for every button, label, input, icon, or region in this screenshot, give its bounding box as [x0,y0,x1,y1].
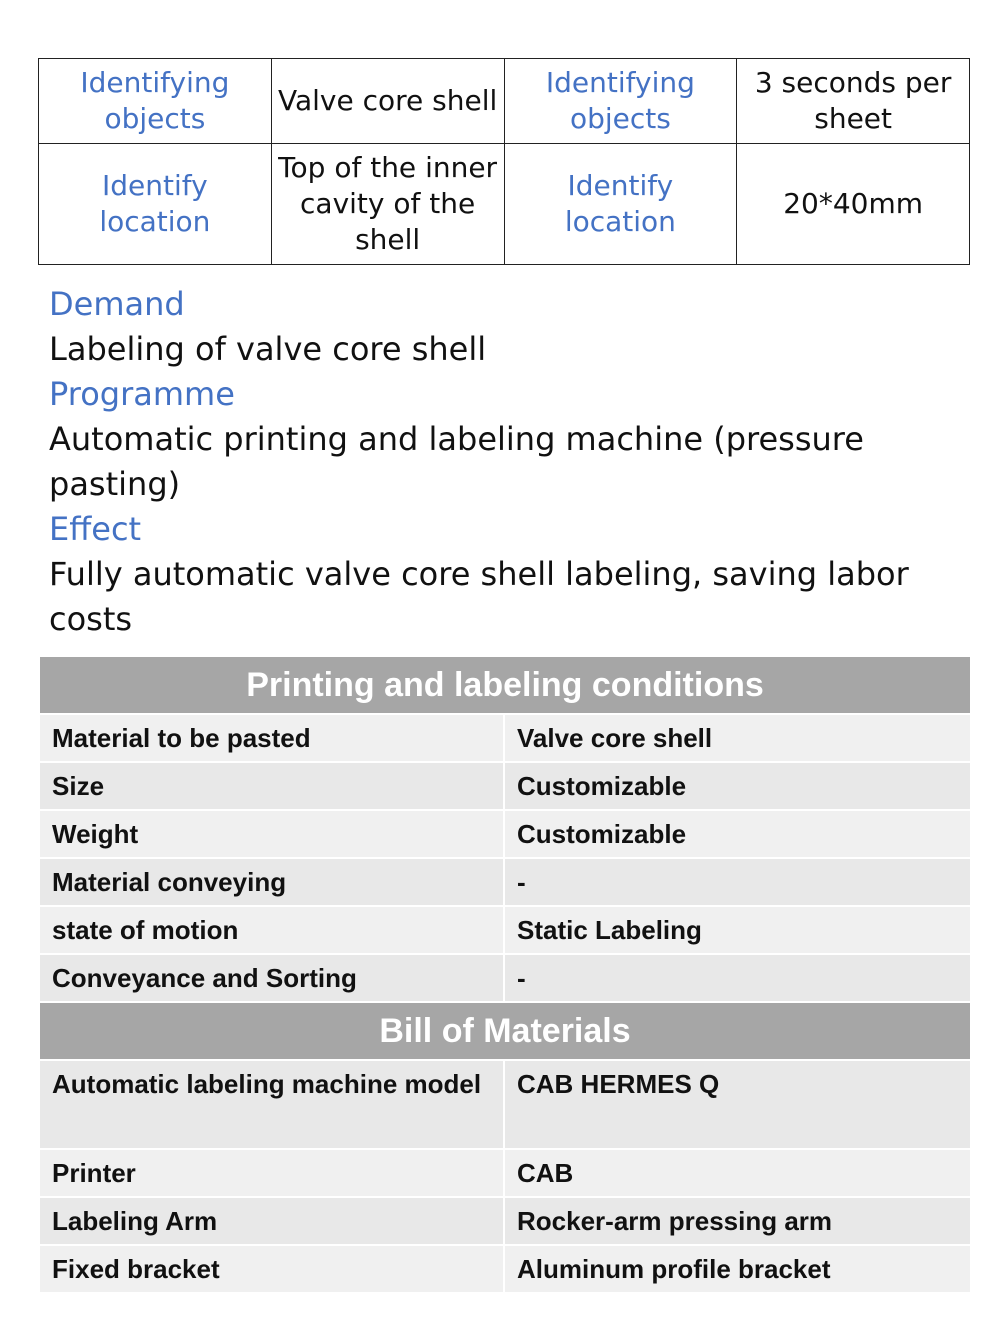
bom-value: Aluminum profile bracket [504,1245,971,1293]
bom-label: Printer [39,1149,504,1197]
table-row [39,714,971,762]
condition-label: Material to be pasted [39,714,504,762]
specification-table [38,655,972,1294]
bom-label: Labeling Arm [39,1197,504,1245]
table-row [39,762,971,810]
demand-heading: Demand [49,285,185,323]
table-row [39,144,970,265]
table-row [39,858,971,906]
section-header-row [39,1002,971,1060]
condition-label: Weight [39,810,504,858]
bom-label: Fixed bracket [39,1245,504,1293]
table-row [39,1149,971,1197]
table-row [39,1245,971,1293]
table-row [39,810,971,858]
condition-label: Material conveying [39,858,504,906]
condition-value: Static Labeling [504,906,971,954]
condition-label: state of motion [39,906,504,954]
condition-value: - [504,858,971,906]
identifying-objects-label: Identifying objects [39,59,272,144]
condition-value: - [504,954,971,1002]
identify-location-label: Identify location [39,144,272,265]
description-section [49,282,964,642]
label-size-value: 20*40mm [737,144,970,265]
section-header-row [39,656,971,714]
condition-label: Size [39,762,504,810]
programme-heading: Programme [49,375,235,413]
effect-heading: Effect [49,510,142,548]
identify-location-value: Top of the inner cavity of the shell [271,144,504,265]
bom-value: Rocker-arm pressing arm [504,1197,971,1245]
table-row [39,1197,971,1245]
effect-text: Fully automatic valve core shell labeling, saving labor costs [49,555,909,638]
table-row [39,59,970,144]
condition-value: Valve core shell [504,714,971,762]
identifying-objects-value: Valve core shell [271,59,504,144]
bom-value: CAB [504,1149,971,1197]
bom-title: Bill of Materials [39,1002,971,1060]
demand-text: Labeling of valve core shell [49,330,487,368]
table-row [39,954,971,1002]
bom-label: Automatic labeling machine model [39,1060,504,1149]
condition-value: Customizable [504,810,971,858]
table-row [39,906,971,954]
identifying-speed-value: 3 seconds per sheet [737,59,970,144]
identifying-objects-label-2: Identifying objects [504,59,737,144]
programme-text: Automatic printing and labeling machine (pressure pasting) [49,420,864,503]
condition-label: Conveyance and Sorting [39,954,504,1002]
identification-table [38,58,970,265]
identify-location-label-2: Identify location [504,144,737,265]
bom-value: CAB HERMES Q [504,1060,971,1149]
condition-value: Customizable [504,762,971,810]
table-row [39,1060,971,1149]
conditions-title: Printing and labeling conditions [39,656,971,714]
